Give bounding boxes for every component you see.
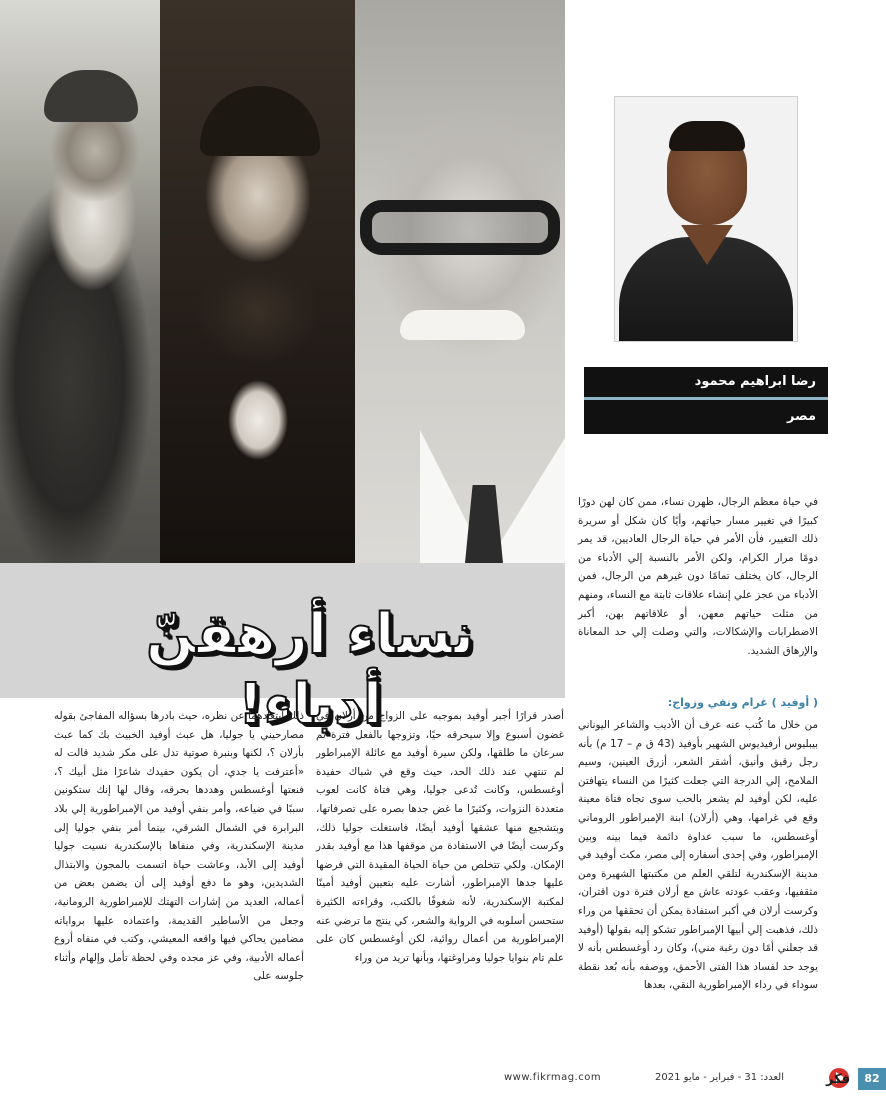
middle-column [316, 707, 564, 967]
middle-column-paragraph: أصدر قرارًا أجبر أوفيد بموجبه على الزواج من أرلان في غضون أسبوع وإلا سيحرقه حيًا، وتزوجها بالفعل فترة ثم سرعان ما طلقها، ولكن سيرة أوفيد مع عائلة الإمبراطور لم تنتهي عند ذلك الحد، حيث وقع في شباك حفيدة أوغسطس، وكانت تُدعى جوليا، وهي فتاة كانت لعوب متعددة النزوات، وكثيرًا ما غض جدها بصره على تصرفاتها، وبتشجيع منها عشقها أوفيد أيضًا، فاستغلت جوليا ذلك، وكرست أيضًا في الاستفادة من موقفها هذا مع أوفيد بقدر الإمكان. ولكي تتخلص من حياة الحياة المقيدة التي فرضها عليها جدها الإمبراطور، أشارت عليه بتعيين أوفيد أمينًا لمكتبة الإسكندرية، لأنه شغوفًا بالكتب، وقراءته الكثيرة ستحسن أسلوبه في الرواية والشعر، كي ينتج ما ترضي عنه الإمبراطورية من أعمال روائية، لكن أوغسطس كان على علم تام بنوايا جوليا ومراوغتها، وبأنها تريد من وراء [316, 710, 564, 964]
moustache-shape [400, 310, 525, 340]
writer-photo-tolstoy [0, 0, 160, 563]
issue-info: العدد: 31 - فبراير - مايو 2021 [655, 1072, 784, 1083]
writer-photo-taha-hussein [355, 0, 565, 563]
author-hair [669, 121, 745, 151]
left-column [54, 707, 304, 986]
intro-paragraph: في حياة معظم الرجال، ظهرن نساء، ممن كان لهن دورًا كبيرًا في تغيير مسار حياتهم، وأيًا كان شكل أو سريرة ذلك التغيير، فأن الأمر في حياة الرجال العاديين، قد يمر دومًا مرار الكرام، ولكن الأمر بالنسبة إلي الأدباء من الرجال، كان يختلف تمامًا دون غيرهم من الرجال، فمن الأدباء من عجز علي إنشاء علاقات ثابتة مع النساء، ومنهم من مثلت حياتهم معهن، أو علاقاتهم بهن، أكبر الاضطرابات والإشكالات، والتي وصلت إلي حد المعاناة والإرهاق الشديد. [578, 496, 818, 657]
right-column [578, 716, 818, 995]
intro-column [578, 493, 818, 660]
left-column-paragraph: ذلك ابتعادهما عن نظره، حيث بادرها بسؤاله المفاجئ بقوله مصارحيني يا جوليا، هل عبث أوفيد الخبيث بك كما عبث بأرلان ؟، لكنها وبنبرة صوتية تدل على مكر شديد قالت له «أعترفت يا جدي، أن يكون حفيدك شاعرًا مثل أبيك ؟، فنعتها أوغسطس وهددها بحرقه، وقال لها إنك ستكونين سببًا في ضياعه، وأمر بنفي أوفيد من الإمبراطورية إلي بلاد البرابرة في الشمال الشرقي، بينما أمر بنفي جوليا إلى مدينة الإسكندرية، وفي منفاها بالإسكندرية نسيت جوليا أوفيد إلى الأبد، وعاشت حياة اتسمت بالمجون والابتذال الشديدين، وهو ما دفع أوفيد إلى أن يضمن بعض من أعماله، العديد من إشارات التهتك للإمبراطورية الرومانية، وجعل من الأساطير القديمة، واعتماده عليها برواياته مضامين يحاكي فيها واقعه المعيشي، وكتب في منفاه أروع أعماله الأدبية، وفي عز مجده وفي لحظة تأمل وإلهام وأثناء جلوسه على [54, 710, 304, 983]
magazine-logo [786, 1066, 850, 1090]
section-heading: ( أوفيد ) غرام ونفي وزواج: [667, 696, 818, 709]
magazine-name: فكر [826, 1072, 850, 1087]
author-photo [614, 96, 798, 342]
author-name: رضا ابراهيم محمود [694, 374, 816, 389]
right-column-paragraph: من خلال ما كُتب عنه عرف أن الأديب والشاعر اليوناني بيبليوس أرفيديوس الشهير بأوفيد (43 ق م – 17 م) بأنه رجل رقيق وأنيق، أشقر الشعر، أزرق العينين، وسيم الملامح، إلي الدرجة التي جعلت كثيرًا من النساء يتهافتن عليه، لكن أوفيد لم يشعر بالحب سوى تجاه فتاة معينة وقع في غرامها، وهي (أرلان) ابنة الإمبراطور الروماني أوغسطس، ما سبب عداوة دائمة فيما بينه وبين الإمبراطور، وفي إحدى أسفاره إلى مصر، مكث أوفيد في مدينة الإسكندرية لتلقي العلم من مكتبتها الشهيرة ومن مثقفيها، وعقب عودته عاش مع أرلان فترة دون اقتران، وكرست أرلان في أكبر استفادة يمكن أن تحققها من وراء ذلك، فذهبت إلي أبيها الإمبراطور تشكو إليه بقولها (أوفيد قد جعلني أمًا دون رغبة مني)، وكان رد أوغسطس بأنه لا يوجد حد لفساد هذا الفتى الأحمق، ووصفه بأنه بُعد نقطة سوداء في رداء الإمبراطورية النقي، بعدها [578, 719, 819, 992]
hair-shape [200, 86, 320, 156]
article-title: نساء أرهقنّ أدباء! [145, 602, 475, 737]
author-country: مصر [787, 409, 816, 424]
glasses-shape [360, 200, 560, 255]
hat-shape [44, 70, 138, 122]
tie-shape [465, 485, 503, 563]
writer-photo-dickens [160, 0, 355, 563]
author-name-bar [584, 367, 828, 400]
page-number: 82 [858, 1068, 886, 1090]
website-link[interactable]: www.fikrmag.com [504, 1072, 602, 1083]
author-country-bar [584, 400, 828, 434]
